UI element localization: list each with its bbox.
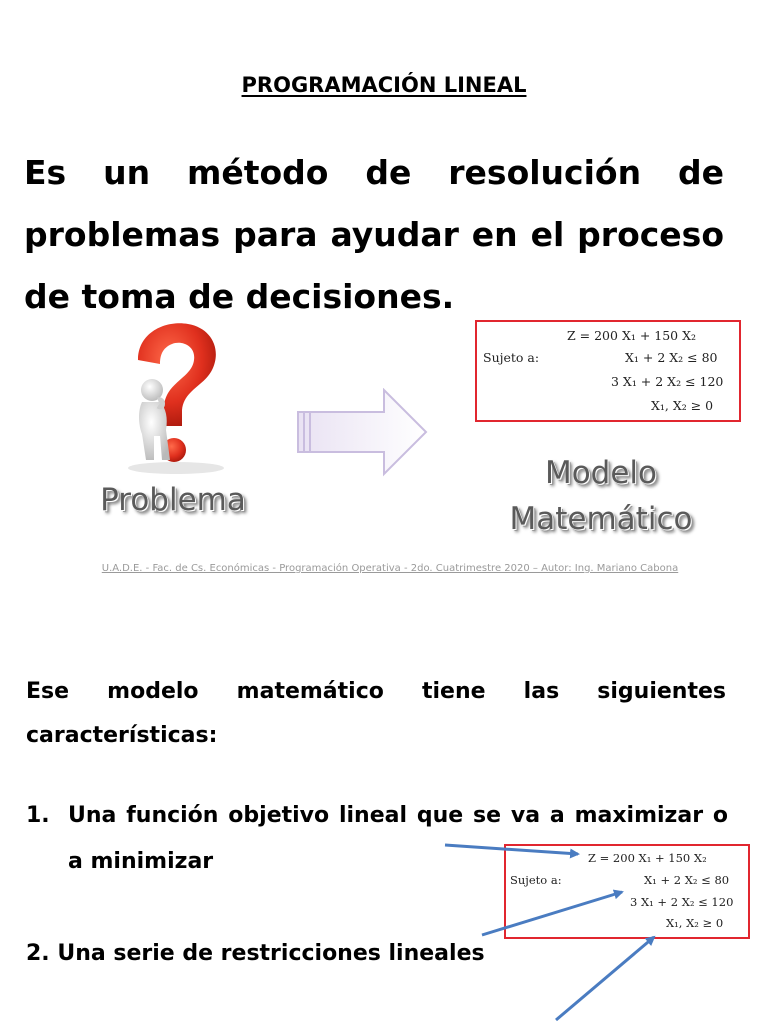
objective-function: Z = 200 X₁ + 150 X₂ [588,851,707,865]
constraint-3: X₁, X₂ ≥ 0 [651,398,714,413]
model-label-line2: Matemático [509,501,693,537]
model-label-line1: Modelo [544,455,658,491]
arrow-to-constraints-icon [482,892,622,935]
arrow-to-nonnegativity-icon [556,937,654,1020]
subject-to-label: Sujeto a: [483,350,540,365]
arrow-to-objective-icon [445,845,578,854]
page-title: PROGRAMACIÓN LINEAL [241,73,527,97]
footer-credit: U.A.D.E. - Fac. de Cs. Económicas - Programación Operativa - 2do. Cuatrimestre 2020 – Autor: Ing. Mariano Cabona [101,563,679,574]
item-2-text: 2. Una serie de restricciones lineales [26,941,485,966]
constraint-1: X₁ + 2 X₂ ≤ 80 [625,350,718,365]
constraint-3: X₁, X₂ ≥ 0 [666,916,724,930]
intro-paragraph: Es un método de resolución de problemas para ayudar en el proceso de toma de decisiones. [24,153,724,316]
problem-label: Problema [100,482,246,518]
item-1-number: 1. [26,803,50,828]
objective-function: Z = 200 X₁ + 150 X₂ [567,328,697,343]
item-1-text: Una función objetivo lineal que se va a maximizar o a minimizar [68,803,728,874]
constraint-1: X₁ + 2 X₂ ≤ 80 [644,873,730,887]
constraint-2: 3 X₁ + 2 X₂ ≤ 120 [611,374,724,389]
characteristics-intro: Ese modelo matemático tiene las siguientes características: [26,679,726,748]
subject-to-label: Sujeto a: [510,873,562,887]
constraint-2: 3 X₁ + 2 X₂ ≤ 120 [630,895,734,909]
